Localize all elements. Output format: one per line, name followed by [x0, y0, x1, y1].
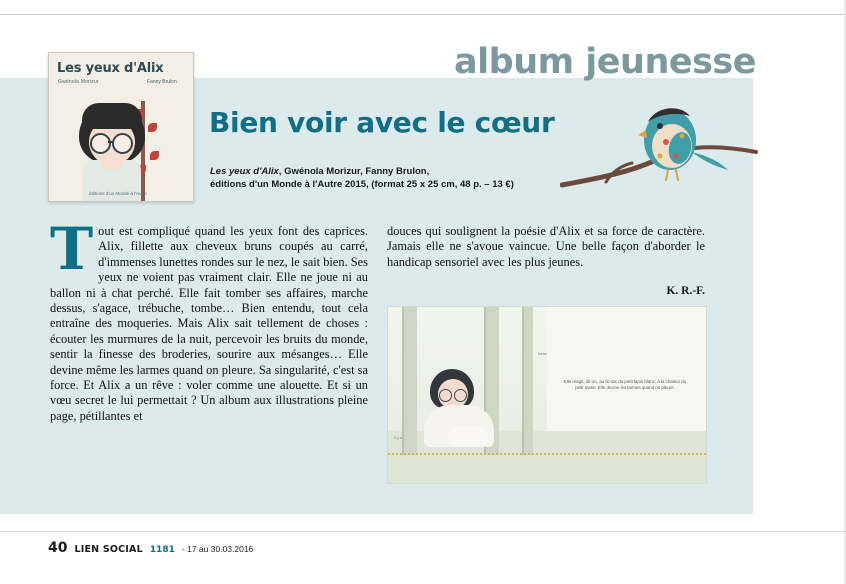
illustration-note-left: il y a	[394, 435, 403, 440]
cover-author-left: Gwénola Morizur	[58, 79, 99, 85]
bird-svg	[560, 100, 760, 215]
body-text-left: out est compliqué quand les yeux font des caprices. Alix, fillette aux cheveux bruns coupés au carré, d'immenses lunettes rondes sur le nez, le sait bien. Ses yeux ne voient pas vraiment clair. Elle ne joue ni au ballon ni à chat perché. Elle fait tomber ses affaires, marche dessus, s'agace, trébuche, tombe… Bien entendu, tout cela entraîne des moqueries. Mais Alix sait tellement de choses : écouter les murmures de la nuit, percevoir les bruits du monde, sentir la finesse des broderies, sourire aux mésanges… Elle devine même les larmes quand on pleure. Sa singularité, c'est sa force. Et Alix a un rêve : voler comme une alouette. Et si un vœu secret le lui permettait ? Un album aux illustrations pleine page, pétillantes et	[50, 224, 368, 423]
body-text-right: douces qui soulignent la poésie d'Alix et sa force de caractère. Jamais elle ne s'avoue vaincue. Une belle façon d'aborder le handicap sensoriel avec les plus jeunes.	[387, 224, 705, 269]
cover-leaf-icon	[150, 151, 159, 160]
magazine-title: LIEN SOCIAL	[74, 544, 143, 555]
issue-date: - 17 au 30.03.2016	[181, 544, 254, 554]
book-credits	[210, 165, 560, 191]
cover-glasses-bridge-shape	[108, 141, 113, 143]
illustration-rope	[388, 453, 706, 465]
footer-rule	[0, 531, 846, 532]
top-rule	[0, 14, 846, 15]
body-column-right	[387, 224, 705, 270]
article-headline: Bien voir avec le cœur	[209, 106, 555, 139]
cover-publisher: éditions d'un Monde à l'Autre	[89, 191, 147, 196]
cover-glasses-right-icon	[112, 133, 133, 154]
illustration-caption: Elle réagit, dit-on, au tic-tac du petit lapin blanc, à la chaleur du petit matin. Elle devine les larmes quand on pleure.	[563, 379, 687, 390]
illustration-tree-trunk	[402, 307, 417, 455]
illustration-cat-shape	[448, 427, 488, 447]
author-signature: K. R.-F.	[666, 285, 705, 297]
cover-author-right: Fanny Brulon	[147, 79, 177, 85]
illustration-glasses-left-icon	[439, 389, 452, 402]
cover-title: Les yeux d'Alix	[57, 61, 164, 76]
credits-authors: , Gwénola Morizur, Fanny Brulon,	[278, 166, 430, 177]
cover-girl-fringe-shape	[82, 103, 142, 129]
book-cover-image	[48, 52, 194, 202]
cover-glasses-left-icon	[90, 133, 111, 154]
inner-illustration-image	[387, 306, 707, 484]
cover-leaf-icon	[148, 123, 157, 132]
issue-number: 1181	[149, 545, 175, 555]
credits-publisher-line: éditions d'un Monde à l'Autre 2015, (format 25 x 25 cm, 48 p. – 13 €)	[210, 179, 514, 190]
illustration-glasses-right-icon	[454, 389, 467, 402]
illustration-tree-trunk	[522, 307, 533, 455]
bird-illustration	[560, 100, 760, 215]
page-footer	[48, 540, 253, 556]
credits-book-title: Les yeux d'Alix	[210, 166, 279, 177]
section-rubric: album jeunesse	[454, 42, 756, 82]
page-number: 40	[48, 540, 68, 556]
drop-cap: T	[50, 215, 94, 283]
body-column-left	[50, 215, 368, 424]
illustration-note-right: beau	[538, 351, 547, 356]
